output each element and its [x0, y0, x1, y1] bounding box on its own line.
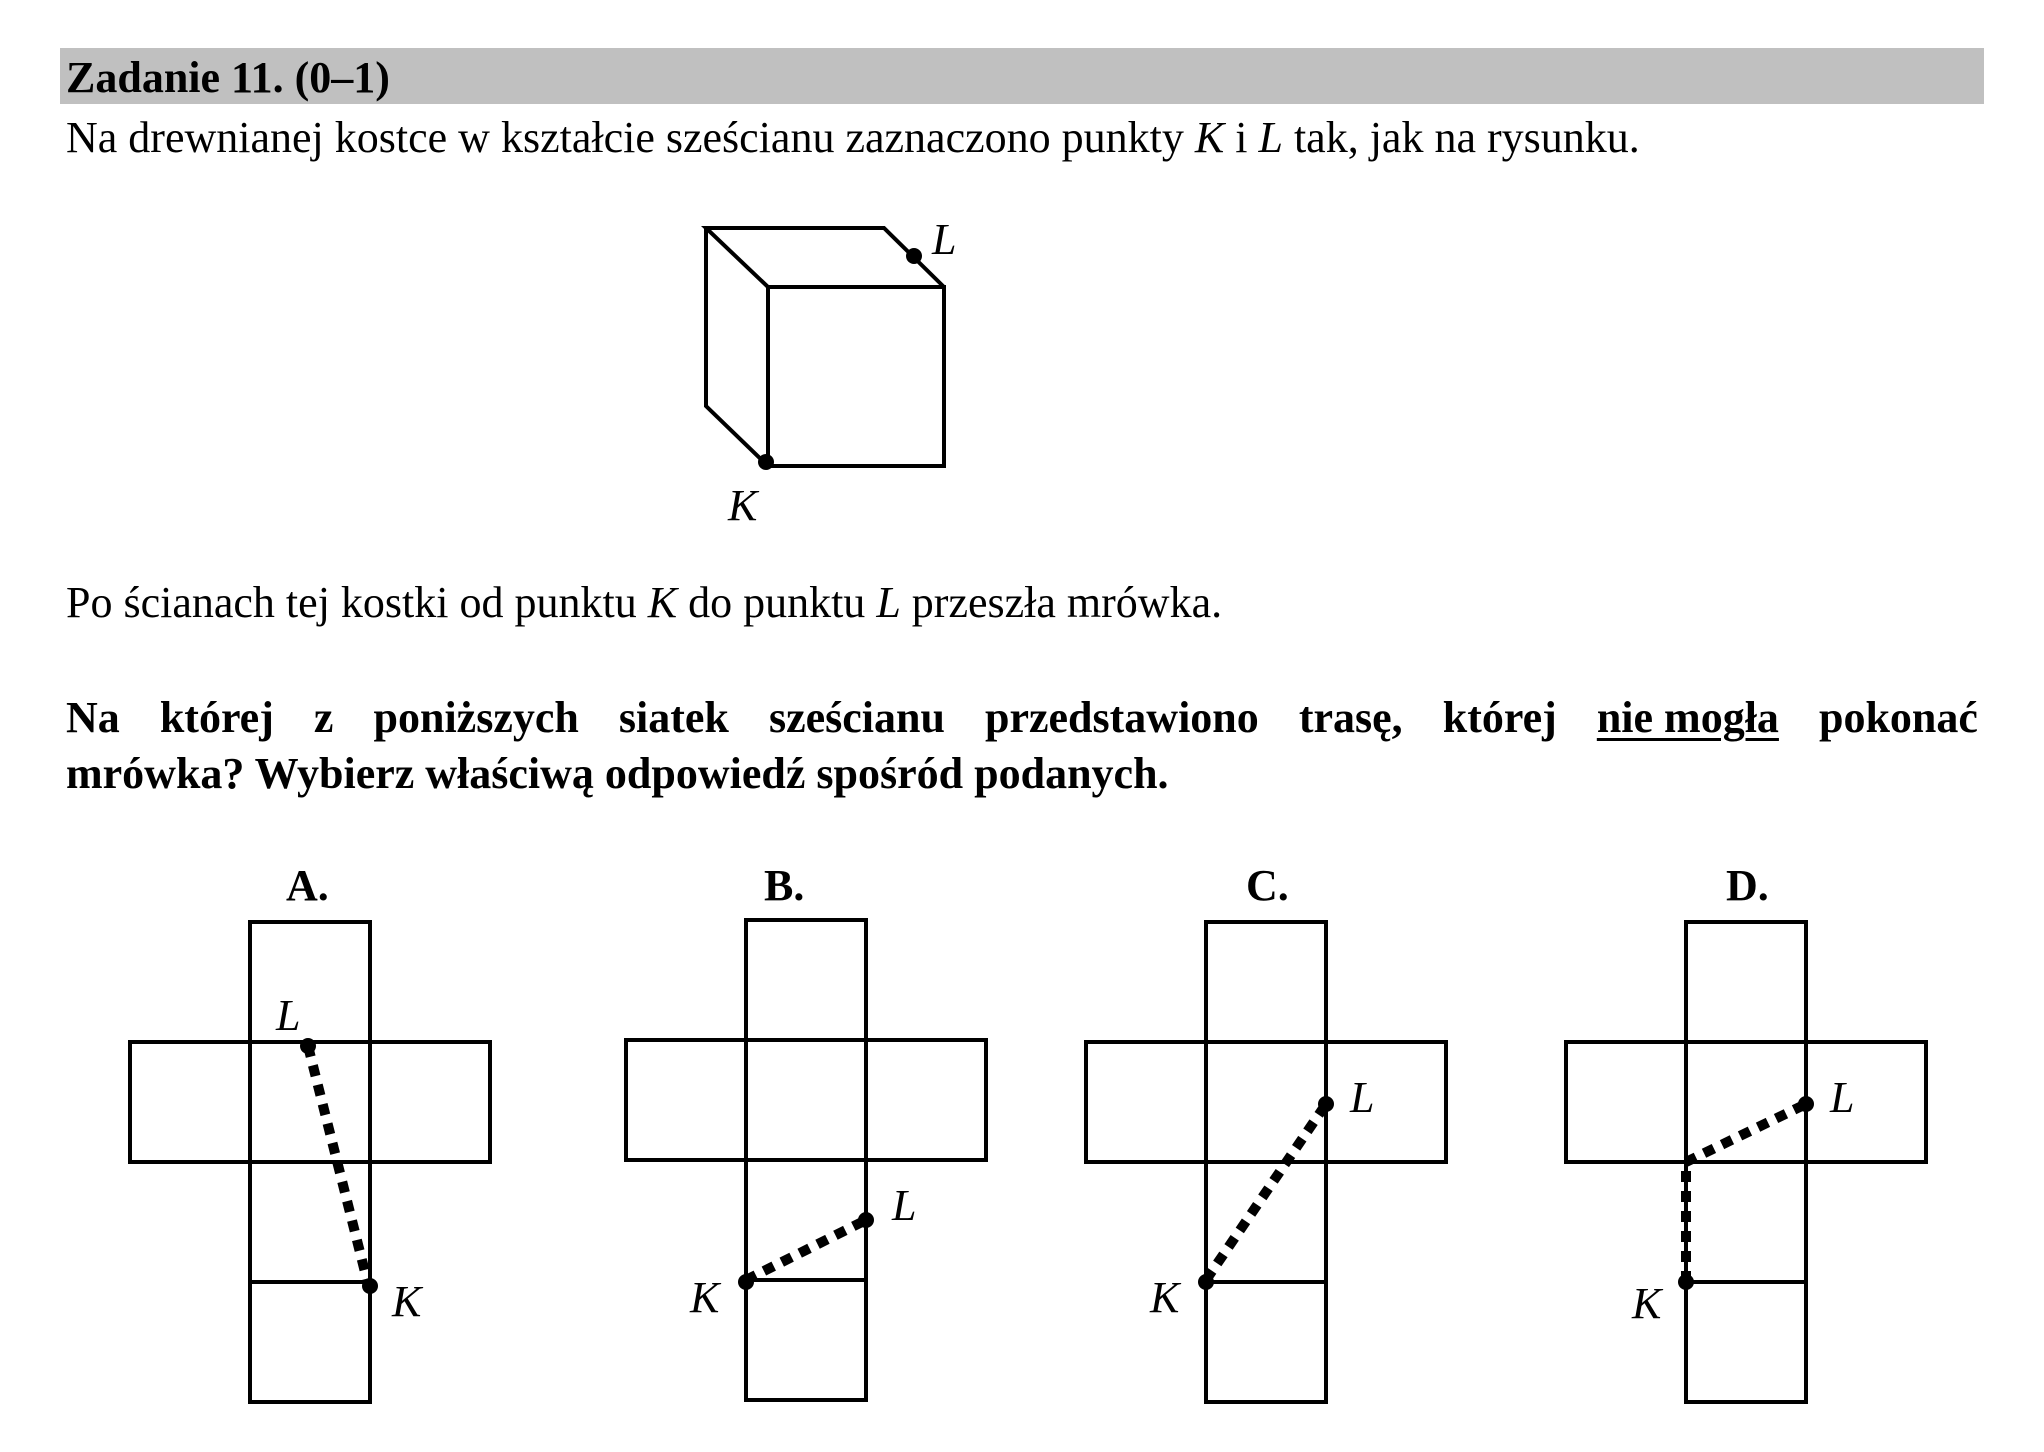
label-l: L — [1830, 1073, 1855, 1122]
point-k — [362, 1278, 378, 1294]
option-letter: D. — [1726, 861, 1769, 910]
question-line-1: Na której z poniższych siatek sześcianu przedstawiono trasę, której nie mogła pokonać — [66, 693, 1978, 742]
ant-path — [1206, 1104, 1326, 1280]
cube-point-l — [906, 248, 922, 264]
task-title: Zadanie 11. (0–1) — [66, 53, 390, 102]
label-k: K — [392, 1277, 422, 1326]
option-letter: C. — [1246, 861, 1289, 910]
cube-figure — [706, 215, 956, 530]
option-letter: B. — [764, 861, 805, 910]
ant-path — [308, 1046, 368, 1284]
point-l — [1798, 1096, 1814, 1112]
point-k — [1198, 1274, 1214, 1290]
label-l: L — [1350, 1073, 1375, 1122]
point-l — [300, 1038, 316, 1054]
point-l — [1318, 1096, 1334, 1112]
label-l: L — [276, 991, 301, 1040]
task-intro: Na drewnianej kostce w kształcie sześcianu zaznaczono punkty K i L tak, jak na rysunku. — [66, 113, 1640, 162]
label-k: K — [1632, 1279, 1662, 1328]
option-d[interactable] — [1566, 861, 1926, 1402]
option-c[interactable] — [1086, 861, 1446, 1402]
point-k — [1678, 1274, 1694, 1290]
label-l: L — [892, 1181, 917, 1230]
ant-path — [746, 1220, 866, 1280]
point-k — [738, 1274, 754, 1290]
cube-label-k: K — [728, 481, 758, 530]
cube-label-l: L — [932, 215, 957, 264]
cube-left-face — [706, 228, 768, 466]
cube-point-k — [758, 454, 774, 470]
option-b[interactable] — [626, 861, 986, 1400]
option-a[interactable] — [130, 861, 490, 1402]
question-line-2: mrówka? Wybierz właściwą odpowiedź spośród podanych. — [66, 749, 1169, 798]
ant-path-segment-2 — [1686, 1104, 1806, 1162]
point-l — [858, 1212, 874, 1228]
ant-sentence: Po ścianach tej kostki od punktu K do punktu L przeszła mrówka. — [66, 578, 1223, 627]
label-k: K — [1150, 1273, 1180, 1322]
underlined-phrase: nie mogła — [1596, 693, 1779, 742]
option-letter: A. — [286, 861, 329, 910]
cube-front-face — [768, 287, 944, 466]
label-k: K — [690, 1273, 720, 1322]
